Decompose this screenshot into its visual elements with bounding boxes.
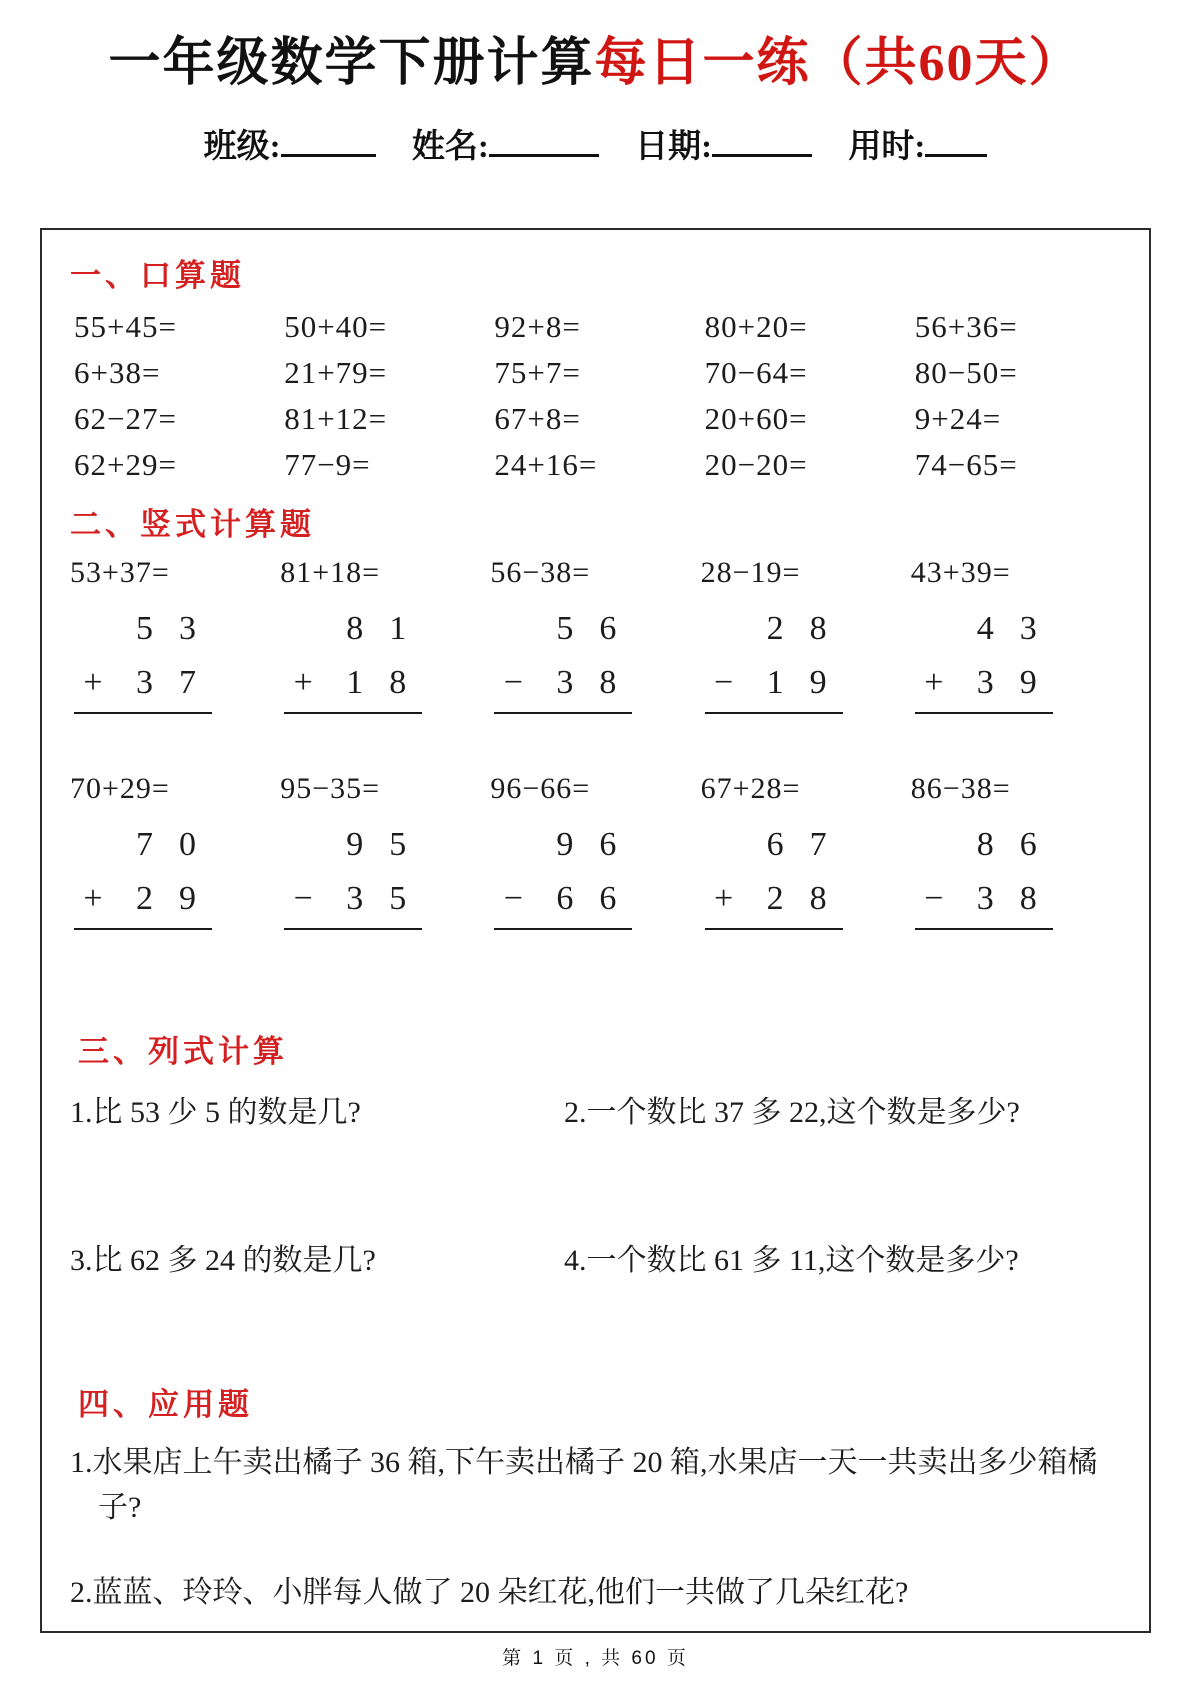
worksheet-border-box (40, 228, 1151, 1633)
oral-problem: 77−9= (284, 447, 371, 482)
digit: 5 (556, 610, 574, 647)
operator: + (83, 664, 103, 701)
class-blank (281, 122, 376, 156)
expression-problem: 3.比 62 多 24 的数是几? (70, 1244, 376, 1277)
vertical-problem (911, 772, 1121, 930)
oral-problem: 21+79= (284, 355, 388, 390)
oral-problem: 55+45= (74, 309, 177, 344)
vertical-stack (74, 610, 212, 714)
digit: 2 (766, 880, 784, 917)
vertical-problem (911, 556, 1121, 714)
digit: 8 (346, 610, 364, 647)
oral-problem: 92+8= (494, 309, 581, 344)
digit: 5 (389, 826, 407, 863)
vertical-stack (284, 826, 422, 930)
vertical-stack (494, 826, 632, 930)
time-field (848, 120, 987, 167)
digit: 3 (346, 880, 364, 917)
word-problem: 1.水果店上午卖出橘子 36 箱,下午卖出橘子 20 箱,水果店一天一共卖出多少箱橘子? (70, 1446, 1098, 1524)
digit: 3 (976, 880, 994, 917)
digit: 1 (346, 664, 364, 701)
vertical-problem (280, 556, 490, 714)
expression-problem: 2.一个数比 37 多 22,这个数是多少? (563, 1096, 1020, 1129)
digit: 8 (599, 664, 617, 701)
vertical-problems-row-2 (70, 772, 1121, 930)
date-label: 日期: (635, 128, 713, 165)
oral-problem: 24+16= (494, 447, 598, 482)
page-footer: 第 1 页 , 共 60 页 (502, 1648, 689, 1669)
operator: − (503, 664, 523, 701)
digit: 8 (1019, 880, 1037, 917)
digit: 8 (809, 610, 827, 647)
digit: 9 (809, 664, 827, 701)
vertical-equation: 96−66= (490, 772, 591, 805)
student-info-line (0, 120, 1191, 167)
operator: + (83, 880, 103, 917)
digit: 0 (179, 826, 196, 863)
vertical-problems-row-1 (70, 556, 1121, 714)
section-word-heading: 四、应用题 (78, 1387, 253, 1422)
digit: 3 (976, 664, 994, 701)
operator: − (503, 880, 523, 917)
digit: 9 (179, 880, 196, 917)
oral-problem: 81+12= (284, 401, 388, 436)
vertical-equation: 67+28= (700, 772, 801, 805)
digit: 8 (976, 826, 994, 863)
expression-row-2 (70, 1235, 1121, 1279)
operator: − (924, 880, 944, 917)
operator: + (924, 664, 944, 701)
digit: 1 (766, 664, 784, 701)
digit: 9 (346, 826, 364, 863)
vertical-stack (74, 826, 212, 930)
oral-problems-grid (70, 309, 1121, 483)
digit: 6 (766, 826, 784, 863)
digit: 3 (179, 610, 196, 647)
vertical-stack (915, 610, 1053, 714)
digit: 9 (556, 826, 574, 863)
oral-problem: 56+36= (914, 309, 1018, 344)
digit: 8 (809, 880, 827, 917)
digit: 7 (809, 826, 827, 863)
digit: 6 (556, 880, 574, 917)
digit: 9 (1019, 664, 1037, 701)
vertical-equation: 28−19= (700, 556, 801, 589)
time-label: 用时: (848, 128, 926, 165)
digit: 6 (1019, 826, 1037, 863)
digit: 7 (136, 826, 153, 863)
title-main: 一年级数学下册计算 (108, 35, 595, 92)
vertical-problem (70, 556, 280, 714)
vertical-stack (705, 610, 843, 714)
vertical-problem (701, 556, 911, 714)
oral-problem: 50+40= (284, 309, 388, 344)
section-vertical-heading: 二、竖式计算题 (70, 507, 315, 542)
vertical-equation: 70+29= (70, 772, 170, 805)
title-highlight: 每日一练（共60天） (594, 35, 1083, 92)
digit: 5 (136, 610, 153, 647)
date-field (635, 120, 812, 167)
vertical-stack (705, 826, 843, 930)
oral-problem: 62−27= (74, 401, 177, 436)
class-label: 班级: (203, 128, 281, 165)
vertical-equation: 81+18= (280, 556, 381, 589)
vertical-equation: 56−38= (490, 556, 591, 589)
digit: 2 (766, 610, 784, 647)
vertical-equation: 53+37= (70, 556, 170, 589)
digit: 4 (976, 610, 994, 647)
vertical-problem (490, 772, 700, 930)
expression-problem: 1.比 53 少 5 的数是几? (70, 1096, 361, 1129)
digit: 3 (136, 664, 153, 701)
digit: 8 (389, 664, 407, 701)
vertical-stack (284, 610, 422, 714)
expression-problem: 4.一个数比 61 多 11,这个数是多少? (563, 1244, 1019, 1277)
section-expression-heading: 三、列式计算 (78, 1034, 288, 1069)
oral-problem: 75+7= (494, 355, 581, 390)
name-field (412, 120, 599, 167)
name-blank (489, 122, 599, 156)
digit: 3 (1019, 610, 1037, 647)
digit: 2 (136, 880, 153, 917)
digit: 6 (599, 610, 617, 647)
vertical-problem (280, 772, 490, 930)
oral-problem: 9+24= (914, 401, 1002, 436)
digit: 3 (556, 664, 574, 701)
word-problem: 2.蓝蓝、玲玲、小胖每人做了 20 朵红花,他们一共做了几朵红花? (70, 1576, 909, 1609)
oral-problem: 70−64= (704, 355, 808, 390)
oral-problem: 80−50= (914, 355, 1018, 390)
vertical-equation: 86−38= (910, 772, 1011, 805)
oral-problem: 20−20= (704, 447, 808, 482)
vertical-problem (70, 772, 280, 930)
operator: + (293, 664, 313, 701)
name-label: 姓名: (411, 128, 489, 165)
date-blank (712, 122, 812, 156)
vertical-equation: 43+39= (910, 556, 1011, 589)
digit: 6 (599, 880, 617, 917)
vertical-stack (494, 610, 632, 714)
vertical-problem (490, 556, 700, 714)
vertical-stack (915, 826, 1053, 930)
oral-problem: 67+8= (494, 401, 581, 436)
digit: 6 (599, 826, 617, 863)
digit: 1 (389, 610, 407, 647)
oral-problem: 80+20= (704, 309, 808, 344)
digit: 7 (179, 664, 196, 701)
page-title (0, 0, 1191, 94)
oral-problem: 74−65= (914, 447, 1018, 482)
expression-row-1 (70, 1087, 1121, 1131)
operator: + (714, 880, 734, 917)
vertical-problem (701, 772, 911, 930)
oral-problem: 6+38= (74, 355, 161, 390)
operator: − (293, 880, 313, 917)
oral-problem: 62+29= (74, 447, 177, 482)
digit: 5 (389, 880, 407, 917)
operator: − (714, 664, 734, 701)
class-field (204, 120, 376, 167)
vertical-equation: 95−35= (280, 772, 381, 805)
time-blank (925, 122, 987, 156)
oral-problem: 20+60= (704, 401, 808, 436)
section-oral-heading: 一、口算题 (70, 258, 245, 293)
